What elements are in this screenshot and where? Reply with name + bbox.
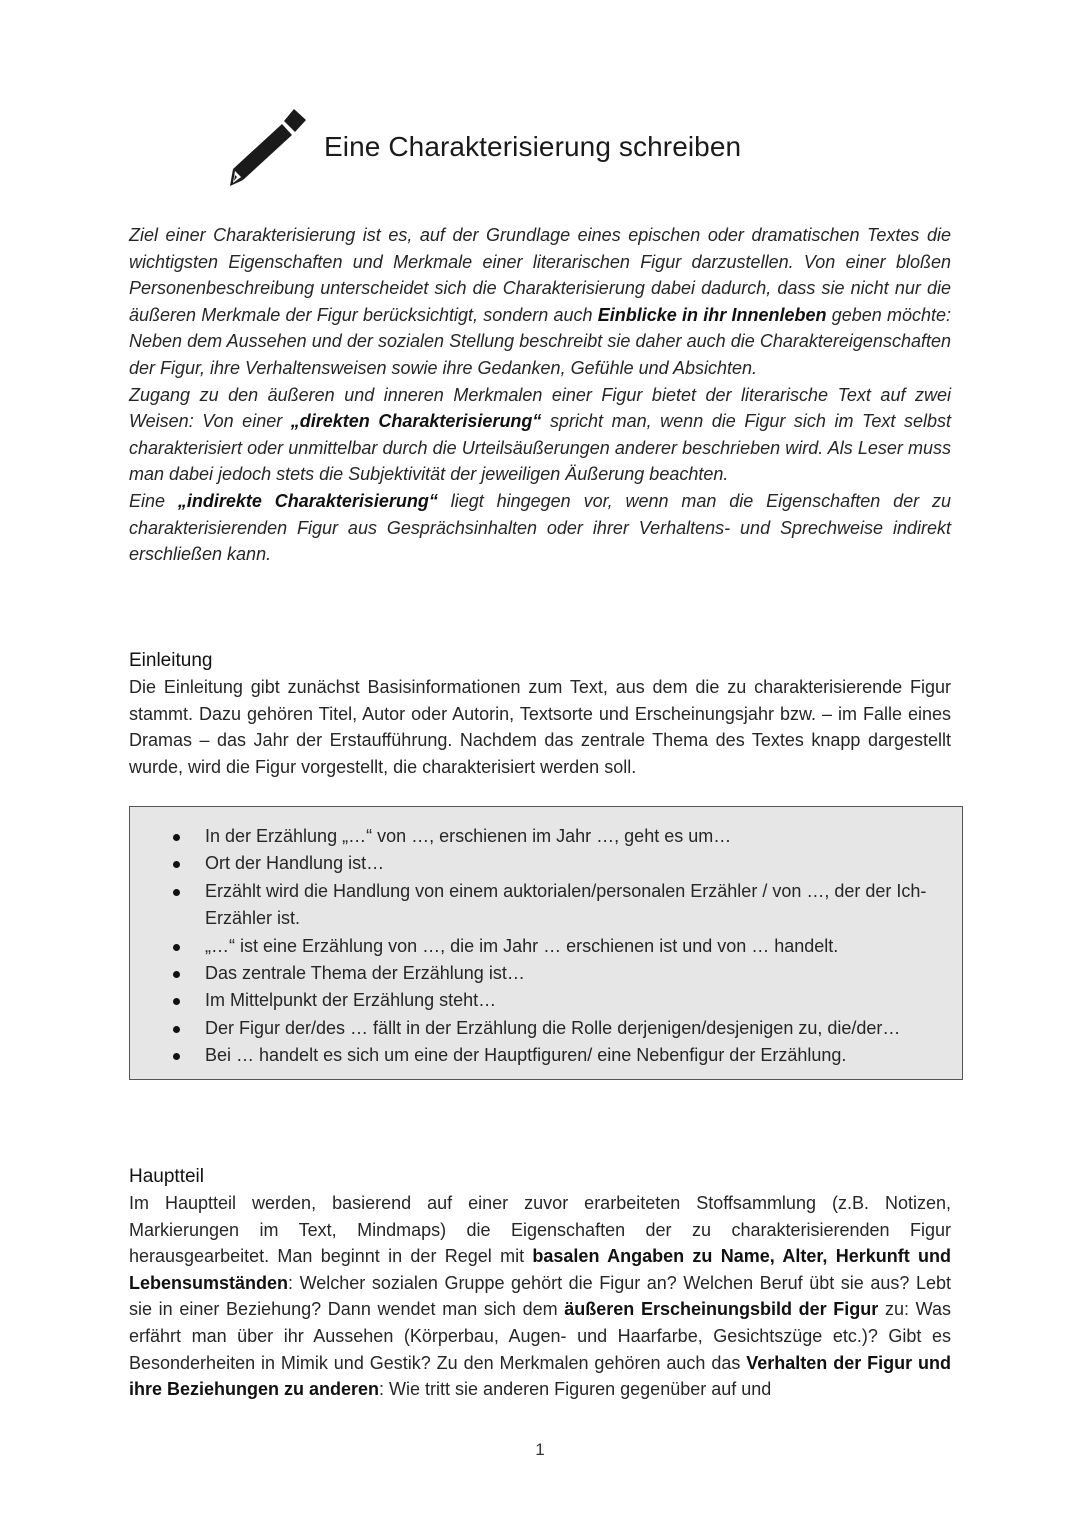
intro-paragraph: Ziel einer Charakterisierung ist es, auf der Grundlage eines epischen oder dramatischen Textes die wichtigsten Eigenschaften und Merkmale einer literarischen Figur darzustellen. Von einer bloßen Personenbeschreibung unterscheidet sich die Charakterisierung dabei dadurch, dass sie nicht nur die äußeren Merkmale der Figur berücksichtigt, sondern auch Einblicke in ihr Innenleben geben möchte: Neben dem Aussehen und der sozialen Stellung beschreibt sie daher auch die Charaktereigenschaften der Figur, ihre Verhaltensweisen sowie ihre Gedanken, Gefühle und Absichten. bbox=[129, 225, 951, 378]
emphasis: Einblicke in ihr Innenleben bbox=[597, 304, 827, 325]
document-header bbox=[228, 106, 741, 188]
section-heading-einleitung: Einleitung bbox=[129, 650, 213, 671]
einleitung-section bbox=[129, 648, 951, 780]
emphasis: Verhalten der Figur und ihre Beziehungen zu anderen bbox=[129, 1352, 951, 1400]
intro-paragraph: Eine „indirekte Charakterisierung“ liegt hingegen vor, wenn man die Eigenschaften der zu charakterisierenden Figur aus Gesprächsinhalten oder ihrer Verhaltens- und Sprechweise indirekt erschließen kann. bbox=[129, 490, 951, 565]
emphasis: „direkten Charakterisierung“ bbox=[290, 411, 542, 432]
emphasis: äußeren Erscheinungsbild der Figur bbox=[564, 1299, 879, 1320]
list-item: Im Mittelpunkt der Erzählung steht… bbox=[170, 987, 956, 1014]
page-title: Eine Charakterisierung schreiben bbox=[324, 131, 742, 162]
einleitung-text: Die Einleitung gibt zunächst Basisinformationen zum Text, aus dem die zu charakterisierende Figur stammt. Dazu gehören Titel, Autor oder Autorin, Textsorte und Erscheinungsjahr bzw. – im Falle eines Dramas – das Jahr der Erstaufführung. Nachdem das zentrale Thema des Textes knapp dargestellt wurde, wird die Figur vorgestellt, die charakterisiert werden soll. bbox=[129, 677, 951, 777]
intro-text bbox=[129, 222, 951, 568]
phrase-list bbox=[170, 823, 956, 1070]
list-item: Bei … handelt es sich um eine der Hauptfiguren/ eine Nebenfigur der Erzählung. bbox=[170, 1042, 956, 1069]
list-item: Das zentrale Thema der Erzählung ist… bbox=[170, 960, 956, 987]
hauptteil-text: Im Hauptteil werden, basierend auf einer zuvor erarbeiteten Stoffsammlung (z.B. Notizen, Markierungen im Text, Mindmaps) die Eigenschaften der zu charakterisierenden Figur herausgearbeitet. Man beginnt in der Regel mit basalen Angaben zu Name, Alter, Herkunft und Lebensumständen: Welcher sozialen Gruppe gehört die Figur an? Welchen Beruf übt sie aus? Lebt sie in einer Beziehung? Dann wendet man sich dem äußeren Erscheinungsbild der Figur zu: Was erfährt man über ihr Aussehen (Körperbau, Augen- und Haarfarbe, Gesichtszüge etc.)? Gibt es Besonderheiten in Mimik und Gestik? Zu den Merkmalen gehören auch das Verhalten der Figur und ihre Beziehungen zu anderen: Wie tritt sie anderen Figuren gegenüber auf und bbox=[129, 1193, 952, 1400]
phrase-box bbox=[129, 806, 963, 1080]
emphasis: „indirekte Charakterisierung“ bbox=[177, 490, 438, 511]
hauptteil-section bbox=[129, 1164, 951, 1403]
page-number: 1 bbox=[535, 1440, 545, 1459]
section-heading-hauptteil: Hauptteil bbox=[129, 1166, 204, 1187]
list-item: Der Figur der/des … fällt in der Erzählung die Rolle derjenigen/desjenigen zu, die/der… bbox=[170, 1015, 956, 1042]
emphasis: basalen Angaben zu Name, Alter, Herkunft und Lebensumständen bbox=[129, 1246, 952, 1293]
list-item: Ort der Handlung ist… bbox=[170, 850, 956, 877]
list-item: In der Erzählung „…“ von …, erschienen im Jahr …, geht es um… bbox=[170, 823, 956, 850]
intro-paragraph: Zugang zu den äußeren und inneren Merkmalen einer Figur bietet der literarische Text auf zwei Weisen: Von einer „direkten Charakterisierung“ spricht man, wenn die Figur sich im Text selbst charakterisiert oder unmittelbar durch die Urteilsäußerungen anderer beschrieben wird. Als Leser muss man dabei jedoch stets die Subjektivität der jeweiligen Äußerung beachten. bbox=[129, 384, 952, 485]
pencil-icon bbox=[228, 106, 306, 188]
list-item: „…“ ist eine Erzählung von …, die im Jahr … erschienen ist und von … handelt. bbox=[170, 933, 956, 960]
list-item: Erzählt wird die Handlung von einem auktorialen/personalen Erzähler / von …, der der Ich-Erzähler ist. bbox=[170, 878, 956, 933]
